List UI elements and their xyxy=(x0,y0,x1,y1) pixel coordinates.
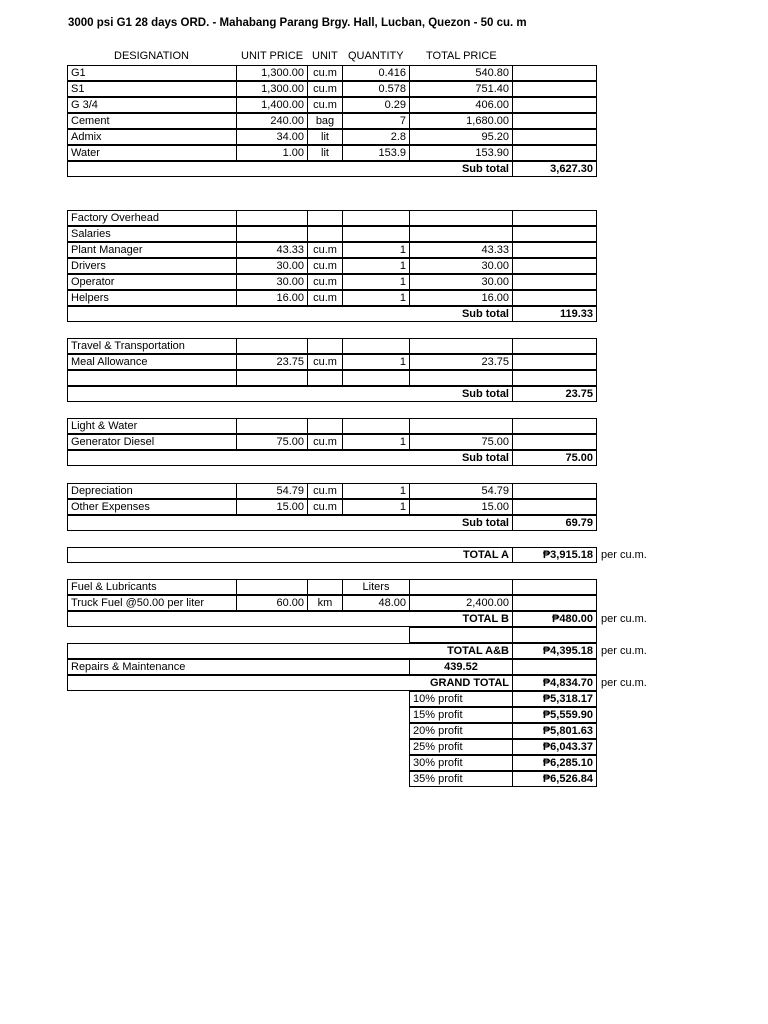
profit-row xyxy=(67,755,596,771)
row-extra xyxy=(512,290,597,306)
table-cell xyxy=(512,595,597,611)
table-row xyxy=(67,97,596,113)
row-unit: cu.m xyxy=(307,499,343,515)
row-total-price: 153.90 xyxy=(409,145,513,161)
profit-value: ₱5,318.17 xyxy=(512,691,597,707)
profit-value: ₱5,559.90 xyxy=(512,707,597,723)
table-row xyxy=(67,595,596,611)
row-total-price: 16.00 xyxy=(409,290,513,306)
profit-row xyxy=(67,723,596,739)
profit-label: 25% profit xyxy=(409,739,513,755)
table-cell xyxy=(236,338,308,354)
repairs-value: 439.52 xyxy=(409,659,513,675)
table-cell xyxy=(512,210,597,226)
header-quantity: QUANTITY xyxy=(348,50,404,62)
profit-label: 20% profit xyxy=(409,723,513,739)
row-extra xyxy=(512,129,597,145)
row-total-price: 75.00 xyxy=(409,434,513,450)
row-quantity: 48.00 xyxy=(342,595,410,611)
section-title: Travel & Transportation xyxy=(67,338,237,354)
section-title: Fuel & Lubricants xyxy=(67,579,237,595)
row-unit: lit xyxy=(307,129,343,145)
subtotal-value: 69.79 xyxy=(512,515,597,531)
row-designation: Drivers xyxy=(67,258,237,274)
table-cell xyxy=(342,210,410,226)
row-extra xyxy=(512,499,597,515)
table-cell xyxy=(236,418,308,434)
header-designation: DESIGNATION xyxy=(114,50,189,62)
per-unit-label: per cu.m. xyxy=(601,549,647,561)
table-cell xyxy=(307,418,343,434)
profit-value: ₱6,043.37 xyxy=(512,739,597,755)
row-unit: km xyxy=(307,595,343,611)
row-designation: G1 xyxy=(67,65,237,81)
row-unit-price: 60.00 xyxy=(236,595,308,611)
row-total-price: 15.00 xyxy=(409,499,513,515)
row-quantity: 1 xyxy=(342,242,410,258)
row-extra xyxy=(512,97,597,113)
table-row xyxy=(67,81,596,97)
row-extra xyxy=(512,274,597,290)
repairs-label: Repairs & Maintenance xyxy=(67,659,410,675)
row-quantity: 1 xyxy=(342,483,410,499)
subtotal-label: Sub total xyxy=(67,386,513,402)
row-total-price: 54.79 xyxy=(409,483,513,499)
header-unit-price: UNIT PRICE xyxy=(241,50,304,62)
row-extra xyxy=(512,81,597,97)
table-cell xyxy=(236,210,308,226)
profit-label: 35% profit xyxy=(409,771,513,787)
row-unit: lit xyxy=(307,145,343,161)
profit-row xyxy=(67,739,596,755)
table-row xyxy=(67,145,596,161)
table-cell xyxy=(512,338,597,354)
total-b-value: ₱480.00 xyxy=(512,611,597,627)
table-row xyxy=(67,290,596,306)
section-title: Salaries xyxy=(67,226,237,242)
row-total-price: 2,400.00 xyxy=(409,595,513,611)
row-extra xyxy=(512,434,597,450)
row-extra xyxy=(512,242,597,258)
grand-total-value: ₱4,834.70 xyxy=(512,675,597,691)
table-row xyxy=(67,370,596,386)
table-cell xyxy=(342,226,410,242)
table-cell xyxy=(512,659,597,675)
row-designation: Meal Allowance xyxy=(67,354,237,370)
row-quantity: 0.578 xyxy=(342,81,410,97)
table-cell xyxy=(307,338,343,354)
table-cell xyxy=(409,210,513,226)
subtotal-label: Sub total xyxy=(67,306,513,322)
table-row xyxy=(67,65,596,81)
grand-total-row xyxy=(67,675,596,691)
row-unit-price: 30.00 xyxy=(236,274,308,290)
total-ab-row xyxy=(67,643,596,659)
row-unit-price: 43.33 xyxy=(236,242,308,258)
row-unit: cu.m xyxy=(307,258,343,274)
row-unit-price: 75.00 xyxy=(236,434,308,450)
table-row xyxy=(67,499,596,515)
row-designation: Truck Fuel @50.00 per liter xyxy=(67,595,237,611)
row-unit: cu.m xyxy=(307,81,343,97)
total-a-row xyxy=(67,547,596,563)
table-row xyxy=(67,129,596,145)
table-cell xyxy=(512,579,597,595)
row-quantity: 0.29 xyxy=(342,97,410,113)
row-unit: cu.m xyxy=(307,290,343,306)
row-unit-price: 54.79 xyxy=(236,483,308,499)
table-cell xyxy=(307,226,343,242)
row-designation: Admix xyxy=(67,129,237,145)
profit-label: 30% profit xyxy=(409,755,513,771)
row-unit: cu.m xyxy=(307,434,343,450)
row-designation: G 3/4 xyxy=(67,97,237,113)
total-ab-label: TOTAL A&B xyxy=(67,643,513,659)
repairs-row xyxy=(67,659,596,675)
table-cell xyxy=(409,418,513,434)
row-designation: Other Expenses xyxy=(67,499,237,515)
row-unit: bag xyxy=(307,113,343,129)
row-quantity: 1 xyxy=(342,354,410,370)
row-unit-price: 30.00 xyxy=(236,258,308,274)
per-unit-label: per cu.m. xyxy=(601,645,647,657)
profit-row xyxy=(67,771,596,787)
section-title xyxy=(67,370,237,386)
table-cell xyxy=(307,210,343,226)
row-total-price: 540.80 xyxy=(409,65,513,81)
row-unit-price: 1,300.00 xyxy=(236,65,308,81)
subtotal-value: 119.33 xyxy=(512,306,597,322)
profit-row xyxy=(67,691,596,707)
row-unit: cu.m xyxy=(307,274,343,290)
row-unit-price: 16.00 xyxy=(236,290,308,306)
subtotal-row xyxy=(67,515,596,531)
table-row xyxy=(67,113,596,129)
table-row xyxy=(67,579,596,595)
row-unit: cu.m xyxy=(307,354,343,370)
total-b-label: TOTAL B xyxy=(67,611,513,627)
row-quantity: 1 xyxy=(342,499,410,515)
subtotal-row xyxy=(67,450,596,466)
row-unit-price: 1,400.00 xyxy=(236,97,308,113)
profit-label: 15% profit xyxy=(409,707,513,723)
row-extra xyxy=(512,65,597,81)
row-extra xyxy=(512,113,597,129)
table-row xyxy=(67,354,596,370)
row-quantity: 7 xyxy=(342,113,410,129)
row-unit: cu.m xyxy=(307,97,343,113)
total-ab-value: ₱4,395.18 xyxy=(512,643,597,659)
table-row xyxy=(67,627,596,643)
row-total-price: 30.00 xyxy=(409,274,513,290)
subtotal-value: 23.75 xyxy=(512,386,597,402)
row-total-price: 751.40 xyxy=(409,81,513,97)
row-quantity: 0.416 xyxy=(342,65,410,81)
row-quantity: 1 xyxy=(342,274,410,290)
total-b-row xyxy=(67,611,596,627)
liters-header: Liters xyxy=(342,579,410,595)
section-title: Factory Overhead xyxy=(67,210,237,226)
table-row xyxy=(67,274,596,290)
row-unit-price: 34.00 xyxy=(236,129,308,145)
table-cell xyxy=(512,627,597,643)
row-designation: S1 xyxy=(67,81,237,97)
row-designation: Depreciation xyxy=(67,483,237,499)
table-cell xyxy=(512,226,597,242)
row-designation: Generator Diesel xyxy=(67,434,237,450)
subtotal-value: 3,627.30 xyxy=(512,161,597,177)
row-designation: Water xyxy=(67,145,237,161)
table-cell xyxy=(236,370,308,386)
subtotal-row xyxy=(67,306,596,322)
table-row xyxy=(67,258,596,274)
row-total-price: 43.33 xyxy=(409,242,513,258)
row-total-price: 23.75 xyxy=(409,354,513,370)
row-unit-price: 15.00 xyxy=(236,499,308,515)
row-quantity: 1 xyxy=(342,258,410,274)
table-cell xyxy=(409,226,513,242)
table-row xyxy=(67,338,596,354)
row-total-price: 406.00 xyxy=(409,97,513,113)
grand-total-label: GRAND TOTAL xyxy=(67,675,513,691)
row-designation: Operator xyxy=(67,274,237,290)
subtotal-row xyxy=(67,161,596,177)
table-row xyxy=(67,210,596,226)
page-title: 3000 psi G1 28 days ORD. - Mahabang Parang Brgy. Hall, Lucban, Quezon - 50 cu. m xyxy=(68,17,527,29)
per-unit-label: per cu.m. xyxy=(601,677,647,689)
table-cell xyxy=(236,226,308,242)
profit-label: 10% profit xyxy=(409,691,513,707)
total-a-label: TOTAL A xyxy=(67,547,513,563)
table-row xyxy=(67,226,596,242)
subtotal-label: Sub total xyxy=(67,450,513,466)
profit-value: ₱6,526.84 xyxy=(512,771,597,787)
row-designation: Plant Manager xyxy=(67,242,237,258)
header-unit: UNIT xyxy=(312,50,338,62)
row-unit-price: 1.00 xyxy=(236,145,308,161)
row-designation: Helpers xyxy=(67,290,237,306)
subtotal-row xyxy=(67,386,596,402)
table-cell xyxy=(236,579,308,595)
table-cell xyxy=(409,579,513,595)
subtotal-label: Sub total xyxy=(67,161,513,177)
row-unit: cu.m xyxy=(307,65,343,81)
row-extra xyxy=(512,145,597,161)
subtotal-value: 75.00 xyxy=(512,450,597,466)
profit-value: ₱6,285.10 xyxy=(512,755,597,771)
table-row xyxy=(67,434,596,450)
table-row xyxy=(67,418,596,434)
table-cell xyxy=(342,370,410,386)
row-unit: cu.m xyxy=(307,242,343,258)
section-title: Light & Water xyxy=(67,418,237,434)
row-unit: cu.m xyxy=(307,483,343,499)
row-total-price: 95.20 xyxy=(409,129,513,145)
row-quantity: 2.8 xyxy=(342,129,410,145)
row-unit-price: 1,300.00 xyxy=(236,81,308,97)
table-cell xyxy=(409,627,513,643)
row-total-price: 30.00 xyxy=(409,258,513,274)
table-row xyxy=(67,242,596,258)
row-unit-price: 23.75 xyxy=(236,354,308,370)
table-cell xyxy=(307,579,343,595)
table-cell xyxy=(512,370,597,386)
profit-row xyxy=(67,707,596,723)
table-cell xyxy=(307,370,343,386)
profit-value: ₱5,801.63 xyxy=(512,723,597,739)
row-extra xyxy=(512,258,597,274)
per-unit-label: per cu.m. xyxy=(601,613,647,625)
table-cell xyxy=(342,418,410,434)
total-a-value: ₱3,915.18 xyxy=(512,547,597,563)
row-quantity: 1 xyxy=(342,434,410,450)
row-extra xyxy=(512,354,597,370)
table-row xyxy=(67,483,596,499)
table-cell xyxy=(409,370,513,386)
table-cell xyxy=(342,338,410,354)
subtotal-label: Sub total xyxy=(67,515,513,531)
row-quantity: 153.9 xyxy=(342,145,410,161)
row-extra xyxy=(512,483,597,499)
table-cell xyxy=(512,418,597,434)
row-total-price: 1,680.00 xyxy=(409,113,513,129)
header-total-price: TOTAL PRICE xyxy=(426,50,497,62)
row-designation: Cement xyxy=(67,113,237,129)
table-cell xyxy=(409,338,513,354)
row-quantity: 1 xyxy=(342,290,410,306)
row-unit-price: 240.00 xyxy=(236,113,308,129)
